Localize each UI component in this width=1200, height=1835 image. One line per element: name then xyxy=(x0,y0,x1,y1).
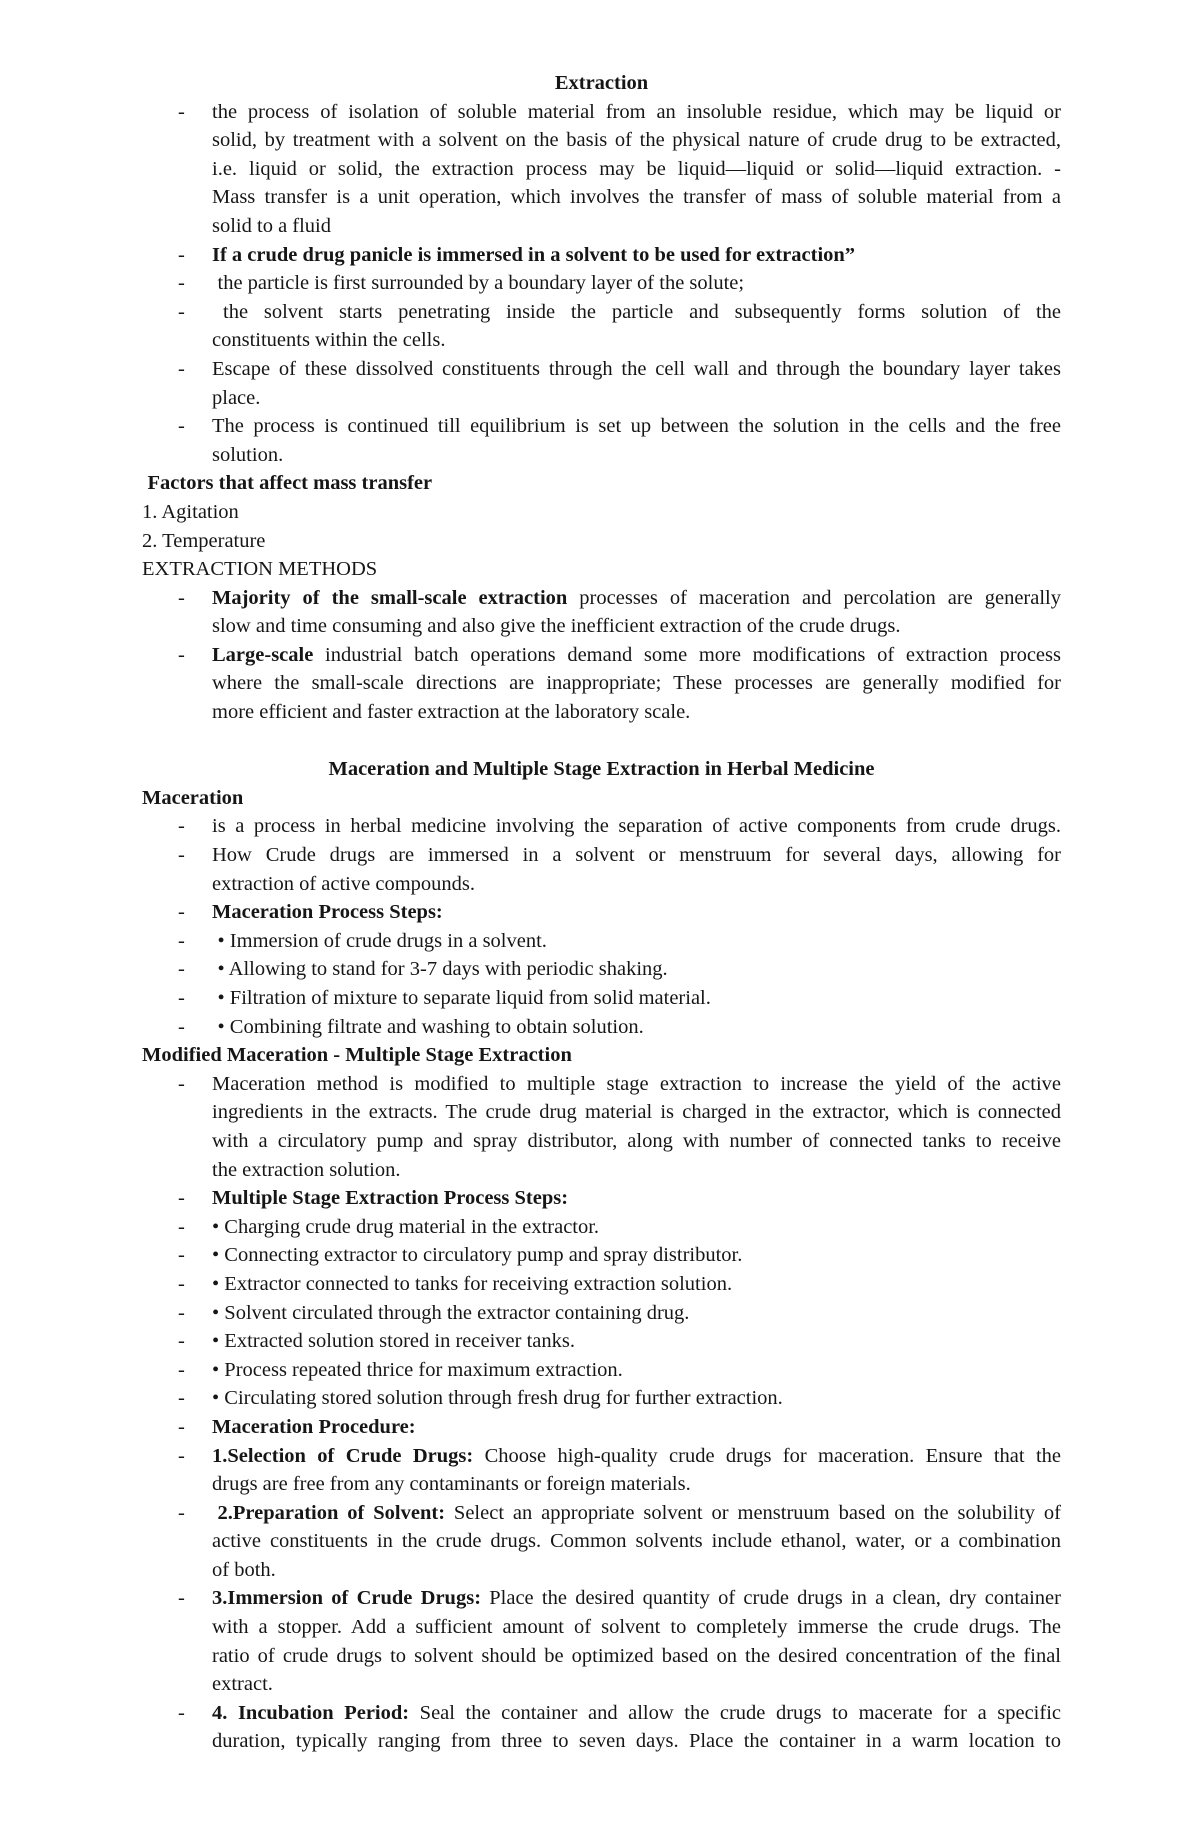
line-text: solution. xyxy=(212,443,284,466)
text-line xyxy=(212,384,1061,413)
bold-lead: Maceration Process Steps: xyxy=(212,901,443,924)
list-marker: - xyxy=(178,1444,185,1467)
text-line xyxy=(212,1613,1061,1642)
list-item xyxy=(142,1184,1061,1213)
line-text: • Immersion of crude drugs in a solvent. xyxy=(217,929,547,952)
line-text: Escape of these dissolved constituents through the cell wall and through the boundary layer takes xyxy=(212,357,1061,380)
line-text: with a circulatory pump and spray distributor, along with number of connected tanks to receive xyxy=(212,1129,1061,1152)
line-text: i.e. liquid or solid, the extraction process may be liquid—liquid or solid—liquid extraction. - xyxy=(212,157,1061,180)
line-text: the solvent starts penetrating inside the particle and subsequently forms solution of the xyxy=(223,300,1061,323)
list-item xyxy=(142,1270,1061,1299)
text-line: 1. Agitation xyxy=(142,500,239,523)
text-line xyxy=(212,1499,1061,1528)
line-text: Seal the container and allow the crude drugs to macerate for a specific xyxy=(409,1701,1061,1724)
text-line xyxy=(212,1442,1061,1471)
line-text: • Charging crude drug material in the extractor. xyxy=(212,1215,600,1238)
line-text: Place the desired quantity of crude drugs in a clean, dry container xyxy=(481,1587,1061,1610)
list-item xyxy=(142,955,1061,984)
line-text: solid, by treatment with a solvent on the basis of the physical nature of crude drug to be extracted, xyxy=(212,129,1061,152)
line-text: • Circulating stored solution through fresh drug for further extraction. xyxy=(212,1387,783,1410)
list-marker: - xyxy=(178,1301,185,1324)
list-item xyxy=(142,1384,1061,1413)
text-line xyxy=(212,298,1061,327)
text-line: 2. Temperature xyxy=(142,529,266,552)
text-line xyxy=(212,898,1061,927)
bold-lead: 4. Incubation Period: xyxy=(212,1701,410,1724)
list-marker: - xyxy=(178,901,185,924)
section-heading: Modified Maceration - Multiple Stage Extraction xyxy=(142,1044,572,1067)
list-marker: - xyxy=(178,357,185,380)
list-marker: - xyxy=(178,987,185,1009)
list-marker: - xyxy=(178,243,185,266)
list-marker: - xyxy=(178,300,185,323)
list-item xyxy=(142,1584,1061,1698)
text-line xyxy=(212,1327,1061,1356)
line-text: Mass transfer is a unit operation, which involves the transfer of mass of soluble material from a xyxy=(212,186,1061,209)
text-line xyxy=(212,1699,1061,1728)
text-line xyxy=(212,1670,1061,1699)
text-line xyxy=(212,984,1061,1013)
line-text: • Extractor connected to tanks for receiving extraction solution. xyxy=(212,1272,733,1295)
text-line xyxy=(212,155,1061,184)
line-text: the particle is first surrounded by a boundary layer of the solute; xyxy=(217,272,745,295)
text-line xyxy=(212,1213,1061,1242)
list-marker: - xyxy=(178,1015,185,1038)
text-line xyxy=(212,126,1061,155)
list-item xyxy=(142,641,1061,727)
line-text: the process of isolation of soluble material from an insoluble residue, which may be liquid or xyxy=(212,100,1061,123)
text-line xyxy=(212,1241,1061,1270)
list-item xyxy=(142,1070,1061,1184)
text-line xyxy=(212,927,1061,956)
bold-lead: 3.Immersion of Crude Drugs: xyxy=(212,1587,482,1610)
text-line xyxy=(212,441,1061,470)
text-line xyxy=(212,641,1061,670)
section-heading: Factors that affect mass transfer xyxy=(147,472,433,495)
bold-lead: Multiple Stage Extraction Process Steps: xyxy=(212,1187,569,1210)
text-line xyxy=(212,98,1061,127)
text-line xyxy=(212,669,1061,698)
list-item xyxy=(142,1213,1061,1242)
list-item xyxy=(142,412,1061,469)
line-text: How Crude drugs are immersed in a solvent or menstruum for several days, allowing for xyxy=(212,844,1061,867)
list-marker: - xyxy=(178,1215,185,1238)
text-line xyxy=(212,812,1061,841)
list-item xyxy=(142,1442,1061,1499)
document-body xyxy=(142,69,1061,1756)
list-item xyxy=(142,269,1061,298)
list-item xyxy=(142,1356,1061,1385)
text-line xyxy=(212,355,1061,384)
text-line xyxy=(212,841,1061,870)
list-item xyxy=(142,898,1061,927)
section-heading: Maceration xyxy=(142,786,244,809)
line-text: ingredients in the extracts. The crude drug material is charged in the extractor, which is connected xyxy=(212,1101,1061,1124)
line-text: • Extracted solution stored in receiver tanks. xyxy=(212,1330,575,1353)
list-item xyxy=(142,355,1061,412)
list-marker: - xyxy=(178,958,185,981)
text-line xyxy=(212,183,1061,212)
list-marker: - xyxy=(178,1387,185,1410)
list-marker: - xyxy=(178,844,185,867)
list-marker: - xyxy=(178,1587,185,1610)
line-text: duration, typically ranging from three to seven days. Place the container in a warm location to xyxy=(212,1730,1061,1753)
text-line xyxy=(212,1527,1061,1556)
bold-lead: 1.Selection of Crude Drugs: xyxy=(212,1444,474,1467)
list-item xyxy=(142,1413,1061,1442)
line-text: Maceration method is modified to multiple stage extraction to increase the yield of the active xyxy=(212,1072,1061,1095)
section-title: Maceration and Multiple Stage Extraction in Herbal Medicine xyxy=(328,758,875,781)
bold-lead: 2.Preparation of Solvent: xyxy=(217,1501,446,1524)
text-line xyxy=(212,241,1061,270)
list-item xyxy=(142,584,1061,641)
text-line xyxy=(212,1642,1061,1671)
line-text: solid to a fluid xyxy=(212,214,332,237)
list-marker: - xyxy=(178,1358,185,1381)
text-line xyxy=(212,1584,1061,1613)
line-text: of both. xyxy=(212,1558,276,1581)
bold-lead: Majority of the small-scale extraction xyxy=(212,586,568,609)
line-text: active constituents in the crude drugs. Common solvents include ethanol, water, or a combination xyxy=(212,1530,1061,1553)
line-text: with a stopper. Add a sufficient amount of solvent to completely immerse the crude drugs. The xyxy=(212,1616,1061,1639)
line-text: slow and time consuming and also give the inefficient extraction of the crude drugs. xyxy=(212,615,901,638)
list-item xyxy=(142,1241,1061,1270)
text-line xyxy=(212,1470,1061,1499)
list-item xyxy=(142,984,1061,1013)
list-marker: - xyxy=(178,1701,185,1724)
bold-lead: If a crude drug panicle is immersed in a solvent to be used for extraction” xyxy=(212,243,856,266)
text-line xyxy=(212,1299,1061,1328)
text-line xyxy=(212,1384,1061,1413)
list-item xyxy=(142,241,1061,270)
list-marker: - xyxy=(178,1072,185,1095)
list-marker: - xyxy=(178,643,185,666)
bold-lead: Maceration Procedure: xyxy=(212,1415,416,1438)
list-item xyxy=(142,1499,1061,1585)
list-item xyxy=(142,812,1061,841)
line-text: the extraction solution. xyxy=(212,1158,401,1181)
text-line xyxy=(212,212,1061,241)
text-line xyxy=(212,412,1061,441)
list-item xyxy=(142,927,1061,956)
list-item xyxy=(142,841,1061,898)
line-text: processes of maceration and percolation are generally xyxy=(567,586,1061,609)
list-marker: - xyxy=(178,1415,185,1438)
line-text: extract. xyxy=(212,1673,273,1696)
text-line xyxy=(212,1270,1061,1299)
text-line xyxy=(212,698,1061,727)
list-marker: - xyxy=(178,100,185,123)
text-line xyxy=(212,870,1061,899)
list-marker: - xyxy=(178,272,185,295)
text-line xyxy=(212,1070,1061,1099)
text-line xyxy=(212,1184,1061,1213)
line-text: • Combining filtrate and washing to obtain solution. xyxy=(217,1015,644,1038)
line-text: ratio of crude drugs to solvent should be optimized based on the desired concentration of the final xyxy=(212,1644,1061,1667)
list-item xyxy=(142,1699,1061,1756)
text-line: EXTRACTION METHODS xyxy=(142,558,378,581)
line-text: • Solvent circulated through the extractor containing drug. xyxy=(212,1301,690,1324)
line-text: extraction of active compounds. xyxy=(212,872,475,895)
list-item xyxy=(142,1327,1061,1356)
line-text: more efficient and faster extraction at the laboratory scale. xyxy=(212,701,691,724)
list-marker: - xyxy=(178,586,185,609)
list-marker: - xyxy=(178,929,185,952)
text-line xyxy=(212,1156,1061,1185)
text-line xyxy=(212,1356,1061,1385)
line-text: Choose high-quality crude drugs for maceration. Ensure that the xyxy=(473,1444,1061,1467)
text-line xyxy=(212,1727,1061,1756)
list-marker: - xyxy=(178,1187,185,1210)
list-marker: - xyxy=(178,1272,185,1295)
text-line xyxy=(212,1013,1061,1042)
line-text: where the small-scale directions are inappropriate; These processes are generally modified for xyxy=(212,672,1061,695)
line-text: The process is continued till equilibrium is set up between the solution in the cells and the free xyxy=(212,415,1061,438)
line-text: Select an appropriate solvent or menstruum based on the solubility of xyxy=(445,1501,1061,1524)
text-line xyxy=(212,955,1061,984)
line-text: is a process in herbal medicine involving the separation of active components from crude drugs. xyxy=(212,815,1061,838)
line-text: industrial batch operations demand some more modifications of extraction process xyxy=(313,643,1061,666)
text-line xyxy=(212,1127,1061,1156)
line-text: • Connecting extractor to circulatory pump and spray distributor. xyxy=(212,1244,743,1267)
list-item xyxy=(142,1013,1061,1042)
line-text: • Allowing to stand for 3-7 days with periodic shaking. xyxy=(217,958,668,981)
line-text: place. xyxy=(212,386,261,409)
bold-lead: Large-scale xyxy=(212,643,314,666)
line-text: constituents within the cells. xyxy=(212,329,446,352)
list-item xyxy=(142,298,1061,355)
line-text: drugs are free from any contaminants or foreign materials. xyxy=(212,1473,691,1496)
text-line xyxy=(212,326,1061,355)
list-item xyxy=(142,1299,1061,1328)
text-line xyxy=(212,1098,1061,1127)
text-line xyxy=(212,584,1061,613)
line-text: • Filtration of mixture to separate liquid from solid material. xyxy=(217,987,711,1009)
list-marker: - xyxy=(178,415,185,438)
text-line xyxy=(212,612,1061,641)
list-marker: - xyxy=(178,1330,185,1353)
text-line xyxy=(212,1413,1061,1442)
list-marker: - xyxy=(178,1501,185,1524)
text-line xyxy=(212,269,1061,298)
list-item xyxy=(142,98,1061,241)
text-line xyxy=(212,1556,1061,1585)
document-title: Extraction xyxy=(554,72,649,94)
list-marker: - xyxy=(178,1244,185,1267)
list-marker: - xyxy=(178,815,185,838)
line-text: • Process repeated thrice for maximum extraction. xyxy=(212,1358,623,1381)
